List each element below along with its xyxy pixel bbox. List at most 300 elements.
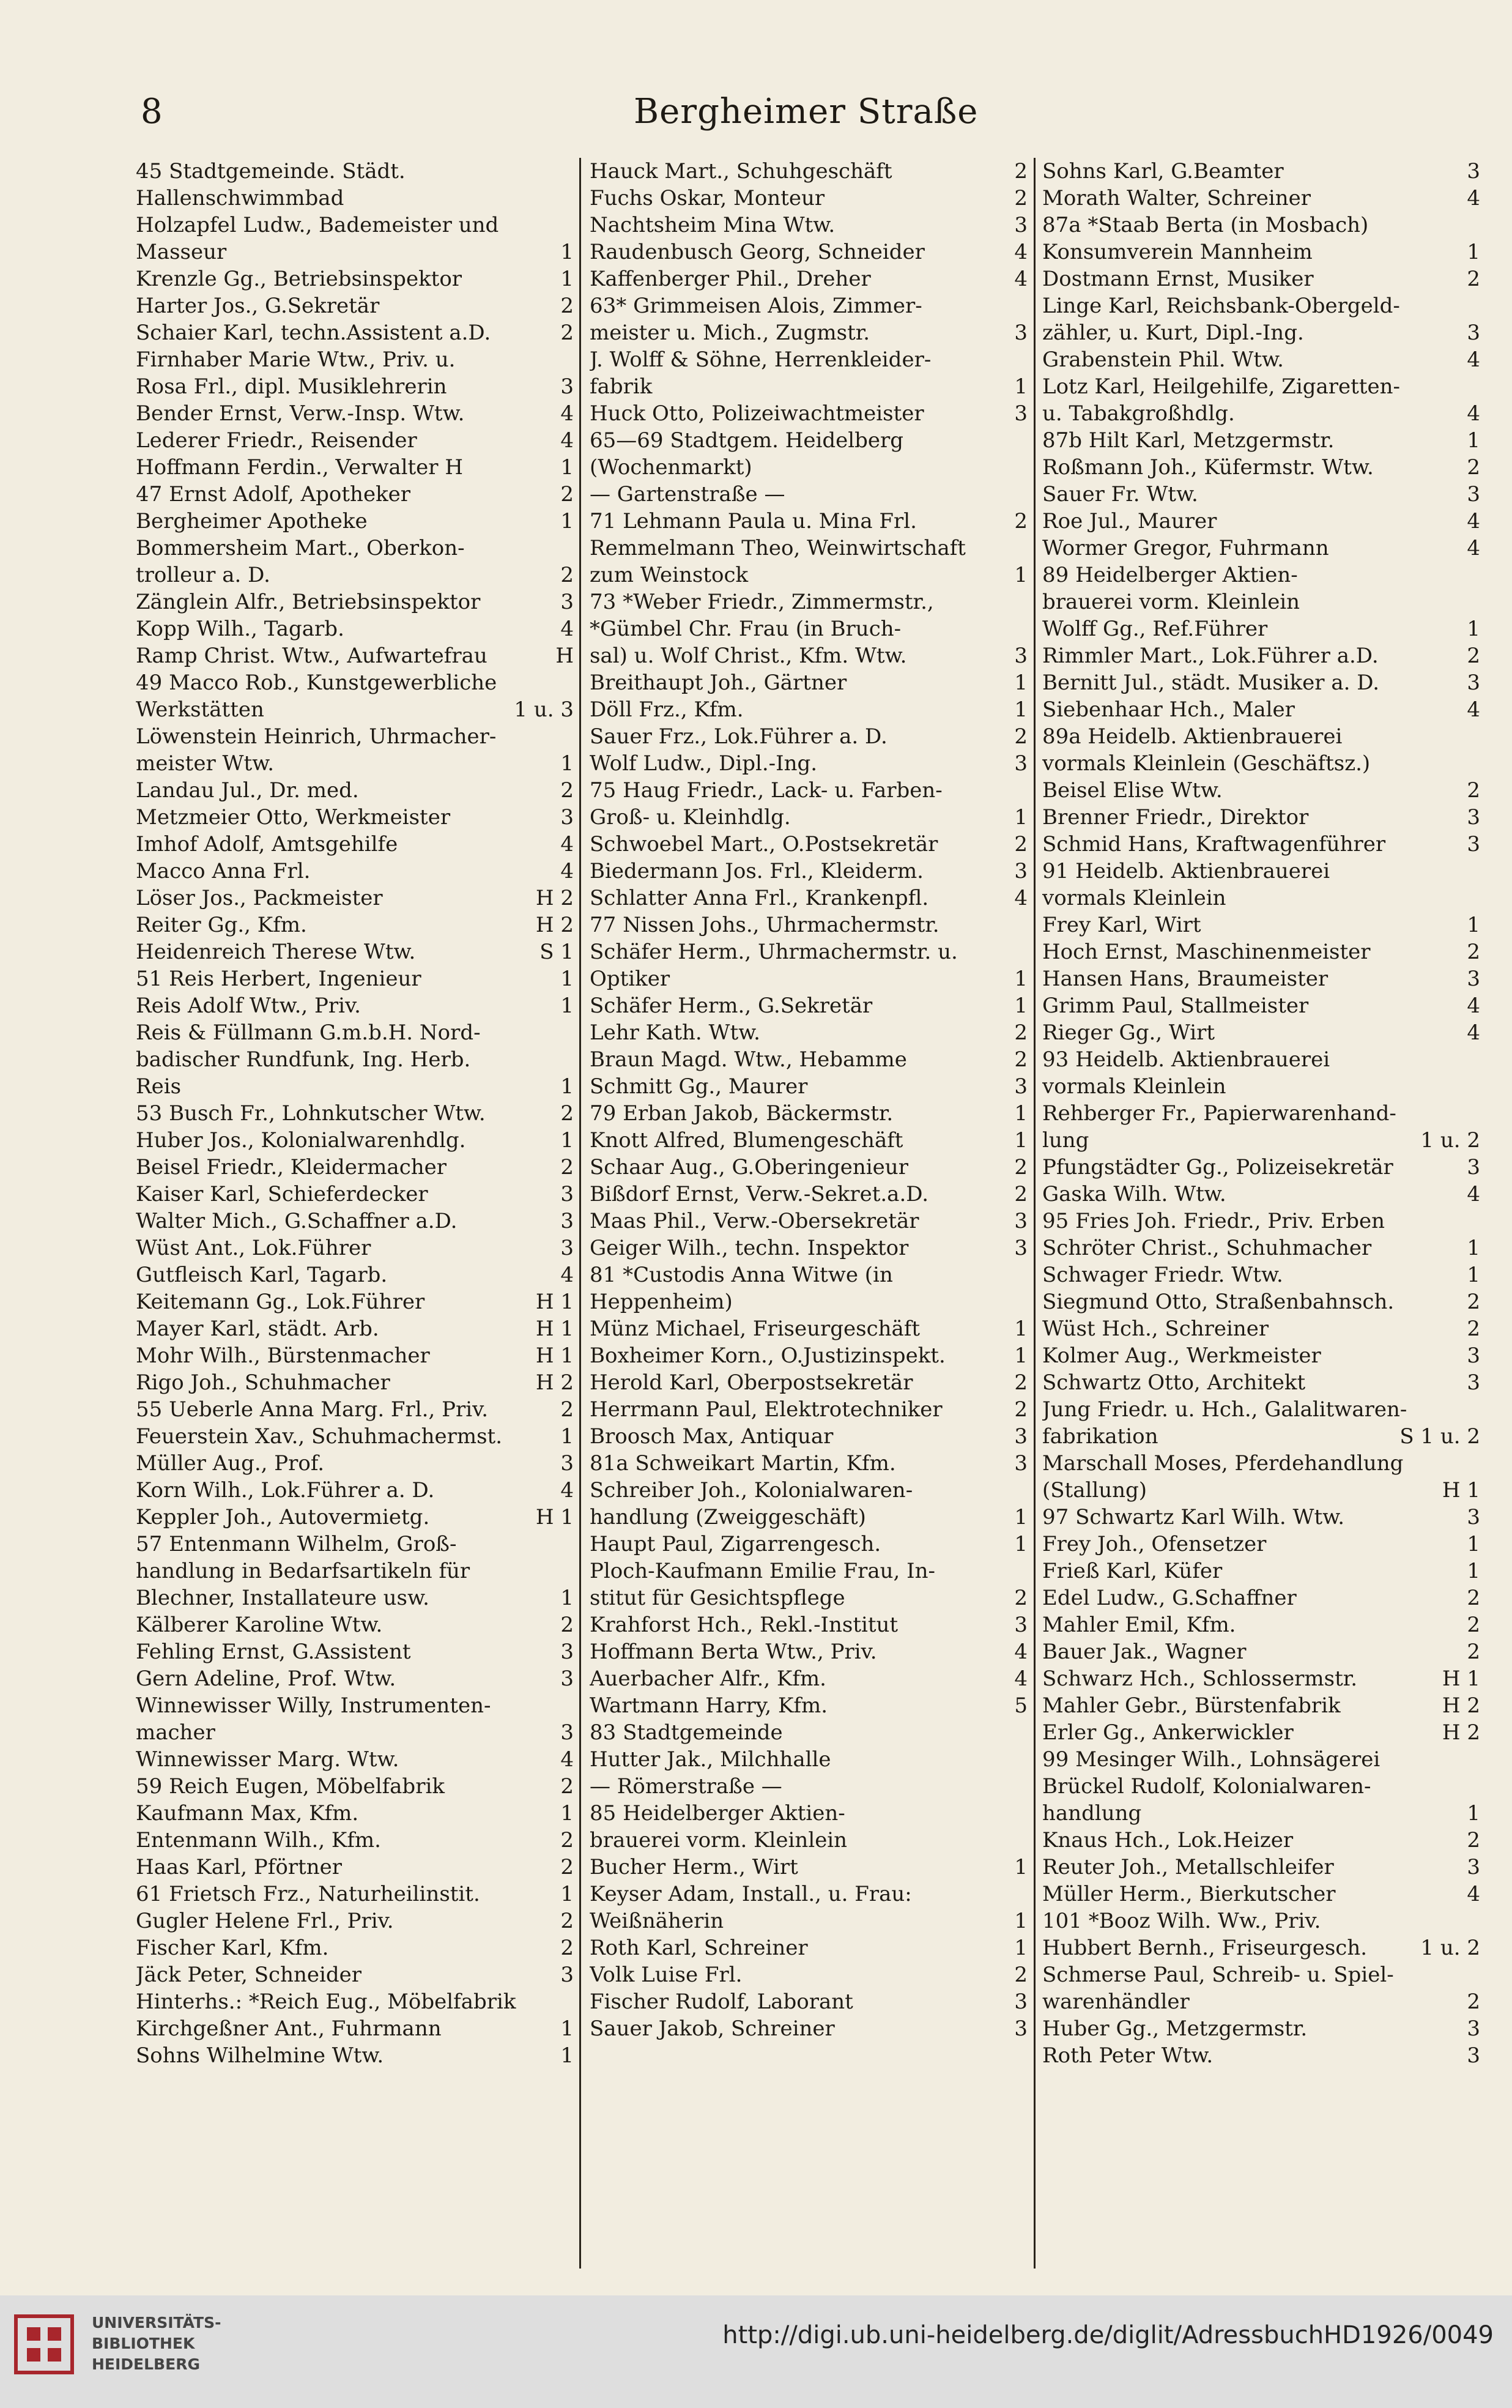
directory-entry <box>1042 535 1480 562</box>
directory-entry <box>136 1450 574 1477</box>
entry-floor: 3 <box>1467 832 1480 857</box>
entry-text: Sohns Wilhelmine Wtw. <box>136 2043 384 2068</box>
entry-floor: 3 <box>1014 1613 1028 1637</box>
directory-entry <box>136 1934 574 1961</box>
entry-text: Siebenhaar Hch., Maler <box>1042 697 1295 722</box>
entry-floor: 4 <box>1014 886 1028 910</box>
entry-text: Herrmann Paul, Elektrotechniker <box>590 1397 943 1422</box>
entry-text: Sauer Frz., Lok.Führer a. D. <box>590 724 888 749</box>
entry-text: Hinterhs.: *Reich Eug., Möbelfabrik <box>136 1990 516 2014</box>
entry-floor: 2 <box>560 1101 574 1126</box>
entry-floor: 3 <box>1467 1343 1480 1368</box>
directory-entry <box>1042 1154 1480 1181</box>
entry-text: 95 Fries Joh. Friedr., Priv. Erben <box>1042 1209 1385 1233</box>
entry-text: Schäfer Herm., Uhrmachermstr. u. <box>590 940 958 964</box>
entry-floor: 2 <box>560 778 574 803</box>
entry-text: trolleur a. D. <box>136 563 270 587</box>
entry-text: Mahler Emil, Kfm. <box>1042 1613 1236 1637</box>
directory-entry <box>590 1477 1028 1504</box>
directory-entry <box>590 346 1028 373</box>
entry-text: Schwager Friedr. Wtw. <box>1042 1263 1283 1287</box>
directory-entry <box>1042 1073 1480 1100</box>
directory-entry <box>136 1988 574 2015</box>
directory-entry <box>1042 1692 1480 1719</box>
entry-text: Zänglein Alfr., Betriebsinspektor <box>136 590 481 614</box>
directory-entry <box>590 1692 1028 1719</box>
directory-entry <box>136 965 574 992</box>
entry-floor: H 2 <box>1442 1693 1480 1718</box>
directory-entry <box>136 1773 574 1800</box>
entry-text: 45 Stadtgemeinde. Städt. <box>136 159 406 184</box>
directory-entry <box>136 1181 574 1208</box>
entry-floor: 2 <box>1467 644 1480 668</box>
entry-text: sal) u. Wolf Christ., Kfm. Wtw. <box>590 644 907 668</box>
entry-text: 49 Macco Rob., Kunstgewerbliche <box>136 671 497 695</box>
entry-floor: 5 <box>1014 1693 1028 1718</box>
entry-floor: 1 <box>560 2043 574 2068</box>
entry-text: (Wochenmarkt) <box>590 455 752 480</box>
directory-entry <box>136 1504 574 1531</box>
directory-entry <box>590 589 1028 615</box>
entry-text: Linge Karl, Reichsbank-Obergeld- <box>1042 294 1400 318</box>
entry-text: Bernitt Jul., städt. Musiker a. D. <box>1042 671 1380 695</box>
directory-entry <box>136 346 574 373</box>
entry-floor: 2 <box>1014 159 1028 184</box>
entry-floor: 1 <box>1014 1101 1028 1126</box>
directory-entry <box>1042 1288 1480 1315</box>
entry-text: warenhändler <box>1042 1990 1190 2014</box>
directory-entry <box>1042 642 1480 669</box>
entry-text: Siegmund Otto, Straßenbahnsch. <box>1042 1290 1395 1314</box>
column-3 <box>1042 158 1480 2069</box>
entry-text: 83 Stadtgemeinde <box>590 1720 783 1745</box>
directory-entry <box>1042 589 1480 615</box>
entry-text: Beisel Friedr., Kleidermacher <box>136 1155 447 1180</box>
entry-text: Dostmann Ernst, Musiker <box>1042 267 1314 291</box>
entry-text: Winnewisser Willy, Instrumenten- <box>136 1693 491 1718</box>
entry-text: Wormer Gregor, Fuhrmann <box>1042 536 1329 560</box>
entry-floor: 1 <box>1467 1532 1480 1556</box>
entry-text: vormals Kleinlein <box>1042 1074 1226 1099</box>
directory-entry <box>590 319 1028 346</box>
entry-text: Pfungstädter Gg., Polizeisekretär <box>1042 1155 1393 1180</box>
entry-text: 51 Reis Herbert, Ingenieur <box>136 967 421 991</box>
directory-entry <box>1042 1208 1480 1235</box>
entry-floor: 3 <box>1014 321 1028 345</box>
directory-entry <box>590 1073 1028 1100</box>
directory-entry <box>1042 1773 1480 1800</box>
entry-floor: 2 <box>1014 509 1028 533</box>
directory-entry <box>590 1019 1028 1046</box>
entry-floor: 4 <box>560 401 574 426</box>
entry-text: Müller Herm., Bierkutscher <box>1042 1882 1336 1906</box>
entry-text: Schlatter Anna Frl., Krankenpfl. <box>590 886 929 910</box>
entry-text: Lederer Friedr., Reisender <box>136 428 417 453</box>
entry-text: 97 Schwartz Karl Wilh. Wtw. <box>1042 1505 1345 1529</box>
entry-text: Huber Gg., Metzgermstr. <box>1042 2016 1308 2041</box>
entry-text: Auerbacher Alfr., Kfm. <box>590 1667 826 1691</box>
entry-text: Optiker <box>590 967 670 991</box>
entry-text: Münz Michael, Friseurgeschäft <box>590 1317 921 1341</box>
entry-text: Metzmeier Otto, Werkmeister <box>136 805 451 830</box>
entry-text: Frieß Karl, Küfer <box>1042 1559 1223 1583</box>
directory-entry <box>1042 804 1480 831</box>
entry-text: Weißnäherin <box>590 1909 724 1933</box>
directory-entry <box>1042 1127 1480 1154</box>
entry-text: — Römerstraße — <box>590 1774 782 1799</box>
entry-text: Fischer Karl, Kfm. <box>136 1936 329 1960</box>
directory-entry <box>590 1773 1028 1800</box>
entry-floor: 2 <box>1467 1317 1480 1341</box>
entry-text: Masseur <box>136 240 227 264</box>
entry-text: Rosa Frl., dipl. Musiklehrerin <box>136 374 447 399</box>
entry-floor: 4 <box>1467 1182 1480 1206</box>
entry-text: brauerei vorm. Kleinlein <box>1042 590 1300 614</box>
entry-floor: 4 <box>1467 401 1480 426</box>
entry-text: Edel Ludw., G.Schaffner <box>1042 1586 1297 1610</box>
entry-text: Knott Alfred, Blumengeschäft <box>590 1128 903 1153</box>
entry-text: Kirchgeßner Ant., Fuhrmann <box>136 2016 442 2041</box>
directory-entry <box>1042 1396 1480 1423</box>
directory-entry <box>136 1235 574 1262</box>
directory-entry <box>590 1315 1028 1342</box>
entry-floor: 2 <box>1467 267 1480 291</box>
directory-entry <box>1042 1019 1480 1046</box>
entry-floor: 4 <box>1467 536 1480 560</box>
directory-entry <box>1042 777 1480 804</box>
directory-entry <box>136 1342 574 1369</box>
entry-floor: 3 <box>1467 159 1480 184</box>
directory-entry <box>590 1288 1028 1315</box>
entry-text: Kälberer Karoline Wtw. <box>136 1613 383 1637</box>
entry-text: fabrikation <box>1042 1424 1158 1449</box>
directory-entry <box>590 1396 1028 1423</box>
entry-floor: 1 <box>1014 1855 1028 1879</box>
directory-entry <box>136 669 574 696</box>
directory-entry <box>136 1477 574 1504</box>
directory-entry <box>1042 1315 1480 1342</box>
entry-text: Hallenschwimmbad <box>136 186 344 210</box>
entry-text: 99 Mesinger Wilh., Lohnsägerei <box>1042 1747 1380 1772</box>
entry-text: Roe Jul., Maurer <box>1042 509 1217 533</box>
entry-floor: 4 <box>1014 240 1028 264</box>
directory-entry <box>1042 481 1480 508</box>
column-1 <box>136 158 574 2069</box>
entry-floor: 4 <box>1014 267 1028 291</box>
entry-text: Mohr Wilh., Bürstenmacher <box>136 1343 430 1368</box>
entry-text: Ploch-Kaufmann Emilie Frau, In- <box>590 1559 935 1583</box>
directory-entry <box>590 912 1028 938</box>
entry-text: Rimmler Mart., Lok.Führer a.D. <box>1042 644 1379 668</box>
entry-text: Wolf Ludw., Dipl.-Ing. <box>590 751 818 776</box>
directory-entry <box>136 1369 574 1396</box>
entry-floor: 1 <box>1467 1559 1480 1583</box>
directory-entry <box>590 1046 1028 1073</box>
entry-text: Macco Anna Frl. <box>136 859 311 883</box>
entry-text: meister Wtw. <box>136 751 275 776</box>
entry-text: Schwoebel Mart., O.Postsekretär <box>590 832 938 857</box>
entry-text: Bender Ernst, Verw.-Insp. Wtw. <box>136 401 465 426</box>
entry-text: 77 Nissen Johs., Uhrmachermstr. <box>590 913 939 937</box>
directory-entry <box>590 804 1028 831</box>
entry-text: Kolmer Aug., Werkmeister <box>1042 1343 1321 1368</box>
entry-text: Gern Adeline, Prof. Wtw. <box>136 1667 396 1691</box>
column-divider <box>1034 158 1036 2269</box>
entry-text: Marschall Moses, Pferdehandlung <box>1042 1451 1404 1476</box>
directory-entry <box>136 804 574 831</box>
directory-entry <box>590 938 1028 965</box>
directory-entry <box>590 1611 1028 1638</box>
entry-text: Roth Karl, Schreiner <box>590 1936 808 1960</box>
directory-entry <box>590 1208 1028 1235</box>
entry-floor: 3 <box>1467 2043 1480 2068</box>
entry-floor: 4 <box>1467 994 1480 1018</box>
entry-floor: 4 <box>560 1478 574 1503</box>
directory-entry <box>136 723 574 750</box>
entry-floor: 1 <box>560 455 574 480</box>
entry-floor: 1 <box>1467 240 1480 264</box>
entry-floor: 2 <box>560 1936 574 1960</box>
directory-entry <box>136 508 574 535</box>
directory-entry <box>136 696 574 723</box>
entry-floor: 2 <box>1014 1963 1028 1987</box>
page-number: 8 <box>141 92 163 132</box>
entry-text: Bucher Herm., Wirt <box>590 1855 798 1879</box>
entry-text: Schaier Karl, techn.Assistent a.D. <box>136 321 491 345</box>
entry-text: badischer Rundfunk, Ing. Herb. <box>136 1047 471 1072</box>
entry-floor: 2 <box>560 321 574 345</box>
entry-floor: 1 <box>560 751 574 776</box>
entry-floor: H <box>555 644 574 668</box>
entry-floor: 3 <box>560 1182 574 1206</box>
entry-text: Löwenstein Heinrich, Uhrmacher- <box>136 724 497 749</box>
entry-text: Maas Phil., Verw.-Obersekretär <box>590 1209 919 1233</box>
entry-floor: 3 <box>1467 1370 1480 1395</box>
entry-text: Landau Jul., Dr. med. <box>136 778 359 803</box>
viewer-footer <box>0 2295 1512 2408</box>
directory-entry <box>590 1746 1028 1773</box>
entry-text: Fischer Rudolf, Laborant <box>590 1990 853 2014</box>
entry-floor: 3 <box>1467 482 1480 507</box>
entry-text: Jäck Peter, Schneider <box>136 1963 362 1987</box>
directory-entry <box>136 562 574 589</box>
entry-floor: 4 <box>1467 697 1480 722</box>
entry-text: 75 Haug Friedr., Lack- u. Farben- <box>590 778 943 803</box>
directory-entry <box>1042 1961 1480 1988</box>
entry-floor: 2 <box>560 1909 574 1933</box>
directory-entry <box>1042 1611 1480 1638</box>
directory-entry <box>1042 1719 1480 1746</box>
entry-text: Lehr Kath. Wtw. <box>590 1020 760 1045</box>
entry-text: Knaus Hch., Lok.Heizer <box>1042 1828 1294 1852</box>
directory-entry <box>1042 831 1480 858</box>
directory-entry <box>1042 1181 1480 1208</box>
entry-text: vormals Kleinlein <box>1042 886 1226 910</box>
entry-text: Winnewisser Marg. Wtw. <box>136 1747 399 1772</box>
directory-entry <box>590 212 1028 239</box>
directory-entry <box>1042 1746 1480 1773</box>
directory-entry <box>1042 1369 1480 1396</box>
entry-floor: 3 <box>1014 401 1028 426</box>
directory-entry <box>136 427 574 454</box>
entry-floor: 1 <box>1014 1936 1028 1960</box>
directory-entry <box>590 1908 1028 1934</box>
directory-entry <box>590 696 1028 723</box>
entry-floor: 1 <box>1467 617 1480 641</box>
entry-floor: 1 <box>1014 697 1028 722</box>
directory-entry <box>590 2015 1028 2042</box>
entry-text: Broosch Max, Antiquar <box>590 1424 834 1449</box>
entry-text: Biedermann Jos. Frl., Kleiderm. <box>590 859 924 883</box>
entry-floor: 1 <box>1467 428 1480 453</box>
entry-floor: 1 <box>1014 671 1028 695</box>
directory-entry <box>1042 508 1480 535</box>
directory-entry <box>136 400 574 427</box>
directory-entry <box>136 831 574 858</box>
entry-text: Gugler Helene Frl., Priv. <box>136 1909 394 1933</box>
directory-entry <box>136 1585 574 1611</box>
entry-text: Kaffenberger Phil., Dreher <box>590 267 871 291</box>
entry-text: Gaska Wilh. Wtw. <box>1042 1182 1226 1206</box>
directory-entry <box>1042 1638 1480 1665</box>
entry-floor: 2 <box>1014 724 1028 749</box>
source-url-link[interactable]: http://digi.ub.uni-heidelberg.de/diglit/AdressbuchHD1926/0049 <box>722 2321 1494 2349</box>
entry-floor: 1 <box>560 1074 574 1099</box>
entry-floor: 3 <box>560 1236 574 1260</box>
entry-floor: 1 <box>560 967 574 991</box>
entry-floor: H 1 <box>1442 1478 1480 1503</box>
entry-floor: 3 <box>560 1209 574 1233</box>
entry-text: 93 Heidelb. Aktienbrauerei <box>1042 1047 1330 1072</box>
directory-entry <box>1042 266 1480 292</box>
entry-text: Schwarz Hch., Schlossermstr. <box>1042 1667 1358 1691</box>
entry-floor: 4 <box>1467 1882 1480 1906</box>
entry-floor: S 1 <box>539 940 574 964</box>
entry-text: Lotz Karl, Heilgehilfe, Zigaretten- <box>1042 374 1400 399</box>
directory-entry <box>1042 400 1480 427</box>
entry-text: Hubbert Bernh., Friseurgesch. <box>1042 1936 1368 1960</box>
entry-floor: 1 <box>1014 1532 1028 1556</box>
directory-entry <box>590 1154 1028 1181</box>
directory-entry <box>136 1046 574 1073</box>
entry-floor: 1 <box>1014 1317 1028 1341</box>
entry-floor: 4 <box>1467 509 1480 533</box>
entry-floor: 3 <box>1014 1451 1028 1476</box>
entry-text: brauerei vorm. Kleinlein <box>590 1828 848 1852</box>
directory-entry <box>136 1854 574 1881</box>
directory-entry <box>1042 1585 1480 1611</box>
directory-entry <box>590 1800 1028 1827</box>
directory-entry <box>136 1692 574 1719</box>
entry-text: macher <box>136 1720 215 1745</box>
entry-floor: 3 <box>1014 213 1028 237</box>
entry-floor: 1 <box>560 1801 574 1826</box>
directory-entry <box>136 642 574 669</box>
entry-text: Wolff Gg., Ref.Führer <box>1042 617 1268 641</box>
entry-text: 81a Schweikart Martin, Kfm. <box>590 1451 896 1476</box>
directory-entry <box>136 1881 574 1908</box>
entry-text: 65—69 Stadtgem. Heidelberg <box>590 428 904 453</box>
entry-text: Nachtsheim Mina Wtw. <box>590 213 836 237</box>
directory-entry <box>590 831 1028 858</box>
directory-entry <box>136 1638 574 1665</box>
directory-entry <box>136 885 574 912</box>
directory-entry <box>590 239 1028 266</box>
directory-entry <box>136 777 574 804</box>
entry-text: Sauer Jakob, Schreiner <box>590 2016 835 2041</box>
entry-floor: 3 <box>1467 1155 1480 1180</box>
entry-floor: 3 <box>1014 644 1028 668</box>
entry-floor: 3 <box>560 805 574 830</box>
entry-text: 71 Lehmann Paula u. Mina Frl. <box>590 509 917 533</box>
directory-entry <box>136 858 574 885</box>
directory-entry <box>1042 1046 1480 1073</box>
entry-floor: 1 <box>1014 805 1028 830</box>
directory-entry <box>136 1073 574 1100</box>
directory-entry <box>590 427 1028 454</box>
entry-text: Krahforst Hch., Rekl.-Institut <box>590 1613 899 1637</box>
directory-entry <box>136 239 574 266</box>
directory-entry <box>1042 454 1480 481</box>
directory-entry <box>590 1235 1028 1262</box>
directory-entry <box>136 938 574 965</box>
entry-text: Schröter Christ., Schuhmacher <box>1042 1236 1372 1260</box>
entry-floor: 4 <box>560 617 574 641</box>
entry-floor: 1 <box>1467 1236 1480 1260</box>
directory-entry <box>136 185 574 212</box>
directory-entry <box>136 212 574 239</box>
directory-entry <box>136 1961 574 1988</box>
entry-text: Brückel Rudolf, Kolonialwaren- <box>1042 1774 1371 1799</box>
entry-text: 73 *Weber Friedr., Zimmermstr., <box>590 590 934 614</box>
entry-text: Jung Friedr. u. Hch., Galalitwaren- <box>1042 1397 1407 1422</box>
entry-floor: 1 <box>1014 1505 1028 1529</box>
entry-text: handlung (Zweiggeschäft) <box>590 1505 866 1529</box>
entry-text: Heidenreich Therese Wtw. <box>136 940 416 964</box>
entry-floor: 1 <box>1467 913 1480 937</box>
entry-text: Kopp Wilh., Tagarb. <box>136 617 344 641</box>
directory-entry <box>590 1450 1028 1477</box>
directory-entry <box>590 1100 1028 1127</box>
directory-entry <box>1042 858 1480 885</box>
library-name: UNIVERSITÄTS- BIBLIOTHEK HEIDELBERG <box>92 2314 221 2373</box>
directory-entry <box>136 615 574 642</box>
directory-entry <box>136 266 574 292</box>
directory-entry <box>136 1154 574 1181</box>
directory-entry <box>590 1504 1028 1531</box>
entry-floor: 1 <box>560 267 574 291</box>
running-title: Bergheimer Straße <box>634 92 979 132</box>
entry-text: 55 Ueberle Anna Marg. Frl., Priv. <box>136 1397 489 1422</box>
directory-entry <box>590 185 1028 212</box>
directory-entry <box>590 1961 1028 1988</box>
entry-floor: 2 <box>560 1155 574 1180</box>
entry-floor: H 2 <box>535 1370 574 1395</box>
directory-entry <box>590 642 1028 669</box>
directory-entry <box>136 1396 574 1423</box>
entry-text: 79 Erban Jakob, Bäckermstr. <box>590 1101 894 1126</box>
entry-floor: 3 <box>560 1720 574 1745</box>
entry-floor: 3 <box>1014 1209 1028 1233</box>
entry-text: Keppler Joh., Autovermietg. <box>136 1505 430 1529</box>
entry-text: Schmerse Paul, Schreib- u. Spiel- <box>1042 1963 1394 1987</box>
directory-entry <box>136 1315 574 1342</box>
entry-text: *Gümbel Chr. Frau (in Bruch- <box>590 617 902 641</box>
directory-entry <box>136 1208 574 1235</box>
entry-text: Kaiser Karl, Schieferdecker <box>136 1182 428 1206</box>
entry-text: Firnhaber Marie Wtw., Priv. u. <box>136 347 456 372</box>
entry-floor: 1 <box>1467 1801 1480 1826</box>
